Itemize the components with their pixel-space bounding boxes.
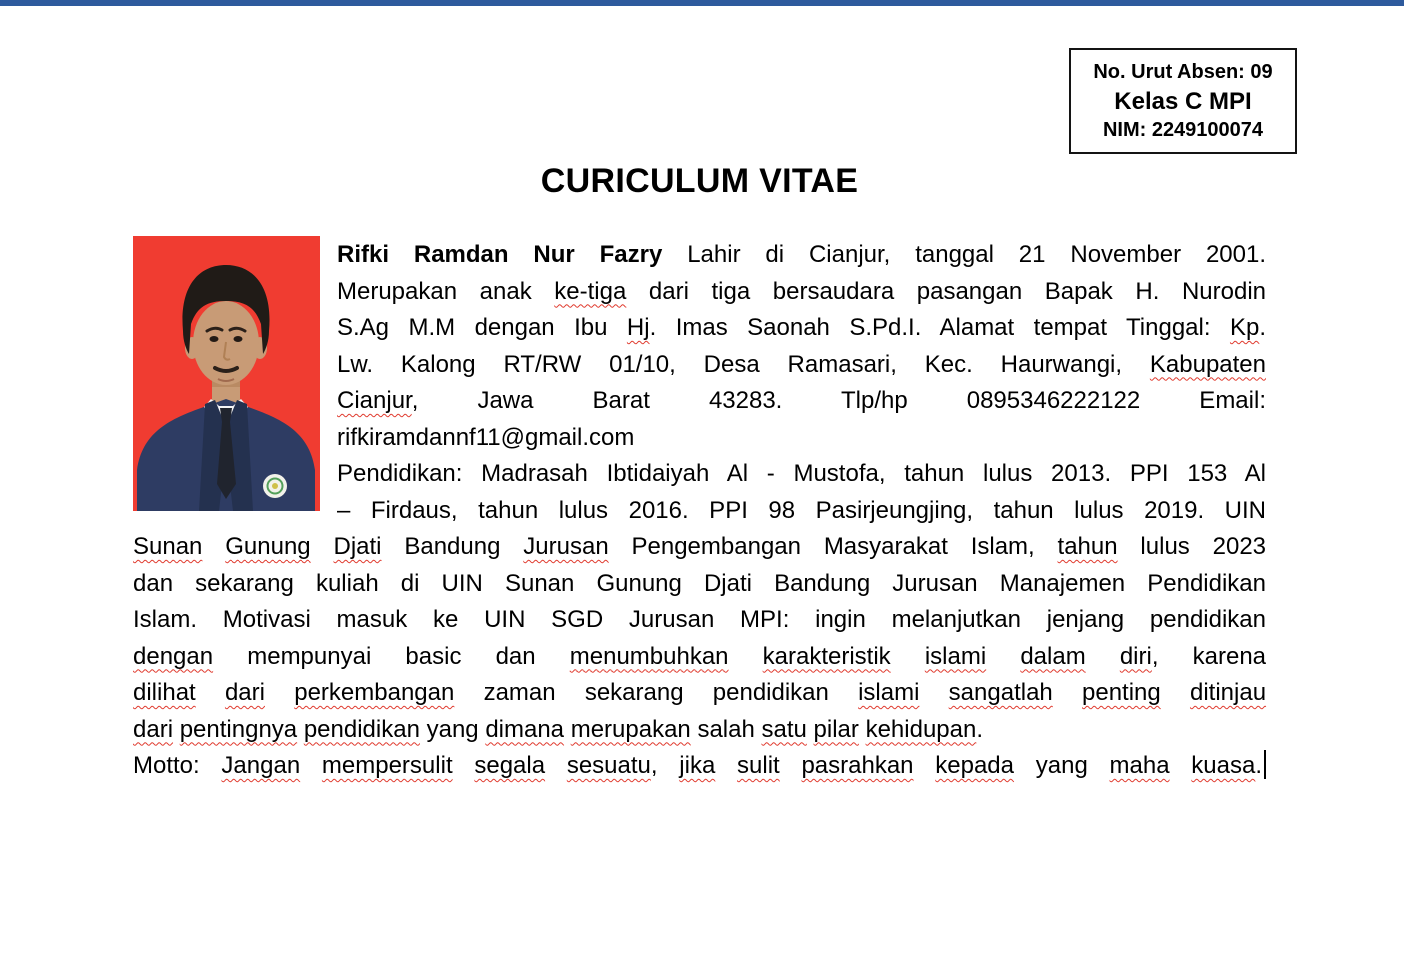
text-line[interactable] — [337, 274, 1266, 311]
text-segment: rifkiramdannf11@gmail.com — [337, 423, 635, 451]
text-segment — [859, 716, 866, 743]
misspelled-word: Djati — [333, 533, 382, 560]
absence-number: No. Urut Absen: 09 — [1093, 60, 1273, 83]
text-line[interactable] — [133, 566, 1266, 603]
misspelled-word: Kp — [1229, 314, 1260, 341]
misspelled-word: pasrahkan — [801, 752, 914, 779]
misspelled-word: Cianjur — [337, 387, 412, 414]
misspelled-word: Hj — [626, 314, 650, 341]
text-segment: Rifki Ramdan Nur Fazry — [337, 241, 663, 268]
misspelled-word: sangatlah — [948, 679, 1053, 706]
text-line[interactable] — [337, 420, 1266, 457]
misspelled-word: kehidupan — [865, 715, 977, 743]
misspelled-word: segala — [474, 752, 546, 779]
text-segment: . — [976, 715, 984, 743]
misspelled-word: penting — [1082, 679, 1161, 706]
misspelled-word: dari — [224, 679, 265, 706]
misspelled-word: diri — [1119, 642, 1152, 670]
misspelled-word: dari — [133, 715, 174, 743]
text-segment: zaman sekarang pendidikan — [454, 679, 859, 706]
text-segment: S.Ag M.M dengan Ibu — [337, 314, 627, 341]
misspelled-word: satu — [761, 715, 807, 743]
text-line[interactable] — [337, 310, 1266, 347]
text-segment: dan sekarang kuliah di UIN Sunan Gunung Djati Bandung Jurusan Manajemen Pendidikan — [133, 569, 1266, 597]
text-segment — [914, 752, 936, 779]
text-segment — [780, 752, 802, 779]
misspelled-word: merupakan — [570, 715, 691, 743]
text-segment — [1161, 679, 1190, 706]
text-segment — [919, 679, 948, 706]
text-segment — [1053, 679, 1082, 706]
text-segment: yang — [1014, 752, 1110, 779]
misspelled-word: islami — [924, 642, 987, 670]
misspelled-word: tahun — [1057, 533, 1118, 560]
text-segment: , karena — [1151, 642, 1267, 670]
top-accent-bar — [0, 0, 1404, 6]
text-segment — [173, 716, 180, 743]
text-line[interactable] — [337, 493, 1266, 530]
misspelled-word: karakteristik — [762, 642, 891, 670]
text-line[interactable] — [133, 712, 1266, 749]
misspelled-word: islami — [858, 679, 920, 706]
text-segment — [891, 643, 925, 670]
text-line[interactable] — [133, 529, 1266, 566]
text-segment — [715, 752, 737, 779]
text-segment: . Imas Saonah S.Pd.I. Alamat tempat Tinggal: — [649, 314, 1230, 341]
text-segment: . — [1255, 752, 1263, 779]
text-segment: , — [650, 752, 680, 779]
nim-label: NIM: 2249100074 — [1102, 118, 1264, 141]
text-segment — [1086, 643, 1120, 670]
text-segment: Bandung — [381, 533, 524, 560]
misspelled-word: ditinjau — [1189, 679, 1267, 706]
document-title[interactable]: CURICULUM VITAE — [540, 162, 859, 200]
text-segment: yang — [419, 715, 486, 743]
misspelled-word: sesuatu — [566, 752, 651, 779]
class-label: Kelas C MPI — [1114, 87, 1252, 115]
text-segment — [196, 679, 225, 706]
text-segment — [300, 752, 322, 779]
misspelled-word: pilar — [813, 715, 859, 743]
text-segment — [807, 716, 814, 743]
text-line[interactable] — [133, 748, 1266, 785]
misspelled-word: ke-tiga — [554, 277, 627, 305]
misspelled-word: kepada — [935, 752, 1015, 779]
misspelled-word: jika — [679, 752, 716, 779]
misspelled-word: Jurusan — [523, 533, 609, 560]
text-segment: Pengembangan Masyarakat Islam, — [608, 533, 1058, 560]
text-segment: mempunyai basic dan — [213, 642, 570, 670]
text-line[interactable] — [133, 675, 1266, 712]
text-segment — [265, 679, 294, 706]
misspelled-word: menumbuhkan — [569, 642, 729, 670]
misspelled-word: pentingnya — [179, 715, 298, 743]
text-segment — [1170, 752, 1192, 779]
misspelled-word: Kabupaten — [1149, 350, 1266, 378]
text-segment: – Firdaus, tahun lulus 2016. PPI 98 Pasirjeungjing, tahun lulus 2019. UIN — [337, 496, 1266, 524]
text-segment: Pendidikan: Madrasah Ibtidaiyah Al - Mustofa, tahun lulus 2013. PPI 153 Al — [337, 460, 1266, 487]
text-line[interactable] — [337, 237, 1266, 274]
text-segment — [545, 752, 567, 779]
misspelled-word: maha — [1109, 752, 1170, 779]
text-segment: dari tiga bersaudara pasangan Bapak H. Nurodin — [626, 277, 1266, 305]
misspelled-word: pendidikan — [303, 715, 420, 743]
misspelled-word: mempersulit — [321, 752, 453, 779]
text-segment — [729, 643, 763, 670]
text-segment: Islam. Motivasi masuk ke UIN SGD Jurusan MPI: ingin melanjutkan jenjang pendidikan — [133, 606, 1266, 633]
misspelled-word: dalam — [1020, 642, 1086, 670]
misspelled-word: Gunung — [225, 533, 311, 560]
misspelled-word: Sunan — [133, 533, 203, 560]
text-segment: . — [1259, 314, 1266, 341]
text-segment — [202, 533, 225, 560]
text-segment — [453, 752, 475, 779]
text-line[interactable] — [133, 602, 1266, 639]
student-info-box[interactable] — [1069, 48, 1297, 154]
text-line[interactable] — [133, 639, 1266, 676]
text-segment — [564, 716, 571, 743]
misspelled-word: sulit — [737, 752, 780, 779]
text-segment: Lw. Kalong RT/RW 01/10, Desa Ramasari, Kec. Haurwangi, — [337, 350, 1150, 378]
text-segment — [297, 716, 304, 743]
text-caret — [1264, 750, 1266, 779]
text-segment: salah — [690, 715, 762, 743]
text-segment: Motto: — [133, 752, 222, 779]
text-line[interactable] — [337, 383, 1266, 420]
text-segment: lulus 2023 — [1117, 533, 1267, 560]
misspelled-word: dimana — [485, 715, 565, 743]
text-segment: , Jawa Barat 43283. Tlp/hp 0895346222122 Email: — [411, 387, 1266, 414]
misspelled-word: dilihat — [133, 679, 196, 706]
text-segment — [986, 643, 1020, 670]
document-body[interactable] — [133, 237, 1266, 785]
misspelled-word: perkembangan — [294, 679, 455, 706]
misspelled-word: Jangan — [221, 752, 301, 779]
misspelled-word: kuasa — [1191, 752, 1256, 779]
misspelled-word: dengan — [133, 642, 214, 670]
text-segment — [311, 533, 334, 560]
text-segment: Lahir di Cianjur, tanggal 21 November 2001. — [662, 241, 1267, 268]
text-segment: Merupakan anak — [337, 277, 555, 305]
text-line[interactable] — [337, 347, 1266, 384]
text-line[interactable] — [337, 456, 1266, 493]
